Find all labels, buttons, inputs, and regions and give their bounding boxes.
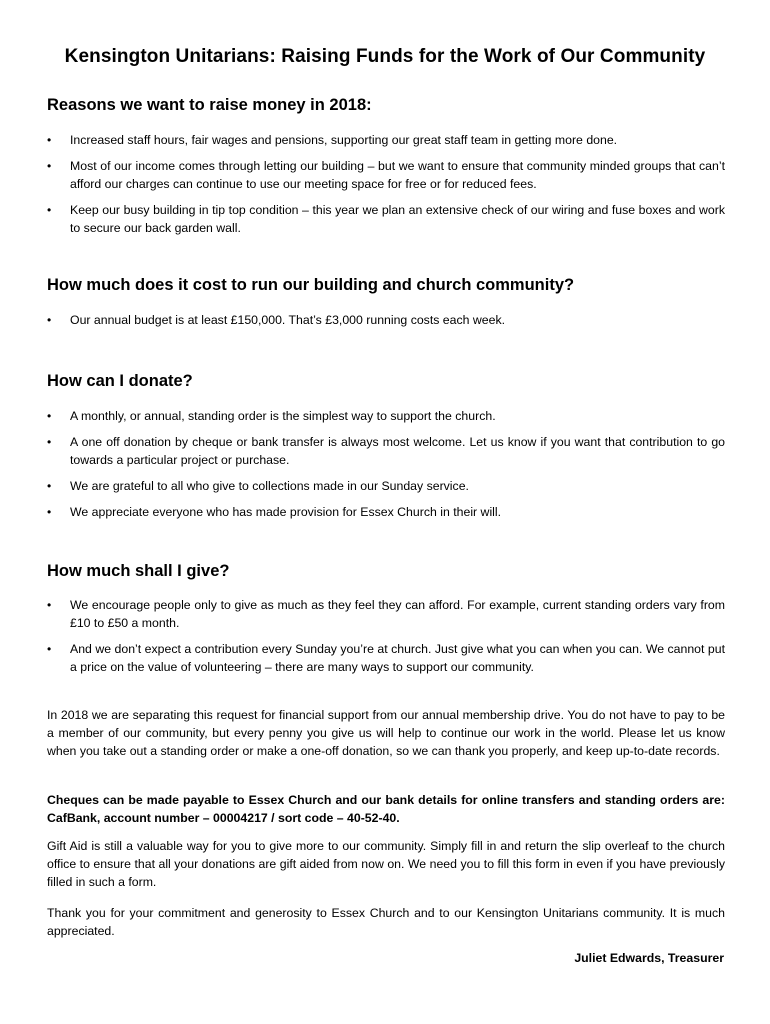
list-item: • A monthly, or annual, standing order is the simplest way to support the church.: [47, 409, 496, 423]
reasons-list: [47, 131, 725, 245]
section-heading-cost: How much does it cost to run our building and church community?: [47, 276, 575, 294]
bullet-icon: •: [47, 203, 52, 217]
list-item: • And we don’t expect a contribution every Sunday you’re at church. Just give what you can when you can. We cannot put a price on the value of volunteering – there are many ways to support our community.: [47, 642, 725, 674]
list-item: • A one off donation by cheque or bank transfer is always most welcome. Let us know if you want that contribution to go towards a particular project or purchase.: [47, 435, 725, 467]
bullet-icon: •: [47, 505, 52, 519]
section-heading-donate: How can I donate?: [47, 372, 193, 390]
list-item: • Increased staff hours, fair wages and pensions, supporting our great staff team in getting more done.: [47, 133, 618, 147]
gift-aid-paragraph: Gift Aid is still a valuable way for you to give more to our community. Simply fill in and return the slip overleaf to the church office to ensure that all your donations are gift aided from now on. We need you to fill this form in even if you have previously filled in such a form.: [47, 839, 725, 889]
bullet-icon: •: [47, 133, 52, 147]
section-heading-give: How much shall I give?: [47, 562, 230, 580]
list-item: • We are grateful to all who give to collections made in our Sunday service.: [47, 479, 469, 493]
thanks-paragraph: Thank you for your commitment and generosity to Essex Church and to our Kensington Unitarians community. It is much appreciated.: [47, 906, 725, 938]
give-list: [47, 596, 725, 684]
section-heading-reasons: Reasons we want to raise money in 2018:: [47, 96, 372, 114]
list-item: • We encourage people only to give as much as they feel they can afford. For example, current standing orders vary from £10 to £50 a month.: [47, 598, 725, 630]
bullet-icon: •: [47, 313, 52, 327]
cost-list: [47, 311, 725, 337]
donate-list: [47, 407, 725, 529]
bullet-icon: •: [47, 598, 52, 612]
list-item: • Keep our busy building in tip top condition – this year we plan an extensive check of our wiring and fuse boxes and work to secure our back garden wall.: [47, 203, 725, 235]
signature: Juliet Edwards, Treasurer: [574, 951, 724, 965]
membership-paragraph: In 2018 we are separating this request for financial support from our annual membership drive. You do not have to pay to be a member of our community, but every penny you give us will help to continue our work in the world. Please let us know when you take out a standing order or make a one-off donation, so we can thank you properly, and keep up-to-date records.: [47, 708, 725, 758]
bullet-icon: •: [47, 642, 52, 656]
bullet-icon: •: [47, 159, 52, 173]
bank-details-paragraph: Cheques can be made payable to Essex Church and our bank details for online transfers and standing orders are: CafBank, account number – 00004217 / sort code – 40-52-40.: [47, 793, 725, 825]
list-item: • We appreciate everyone who has made provision for Essex Church in their will.: [47, 505, 502, 519]
list-item: • Most of our income comes through letting our building – but we want to ensure that community minded groups that can’t afford our charges can continue to use our meeting space for free or for reduced fees.: [47, 159, 725, 191]
bullet-icon: •: [47, 409, 52, 423]
bullet-icon: •: [47, 435, 52, 449]
list-item: • Our annual budget is at least £150,000. That’s £3,000 running costs each week.: [47, 313, 506, 327]
bullet-icon: •: [47, 479, 52, 493]
document-title: Kensington Unitarians: Raising Funds for the Work of Our Community: [64, 46, 706, 67]
